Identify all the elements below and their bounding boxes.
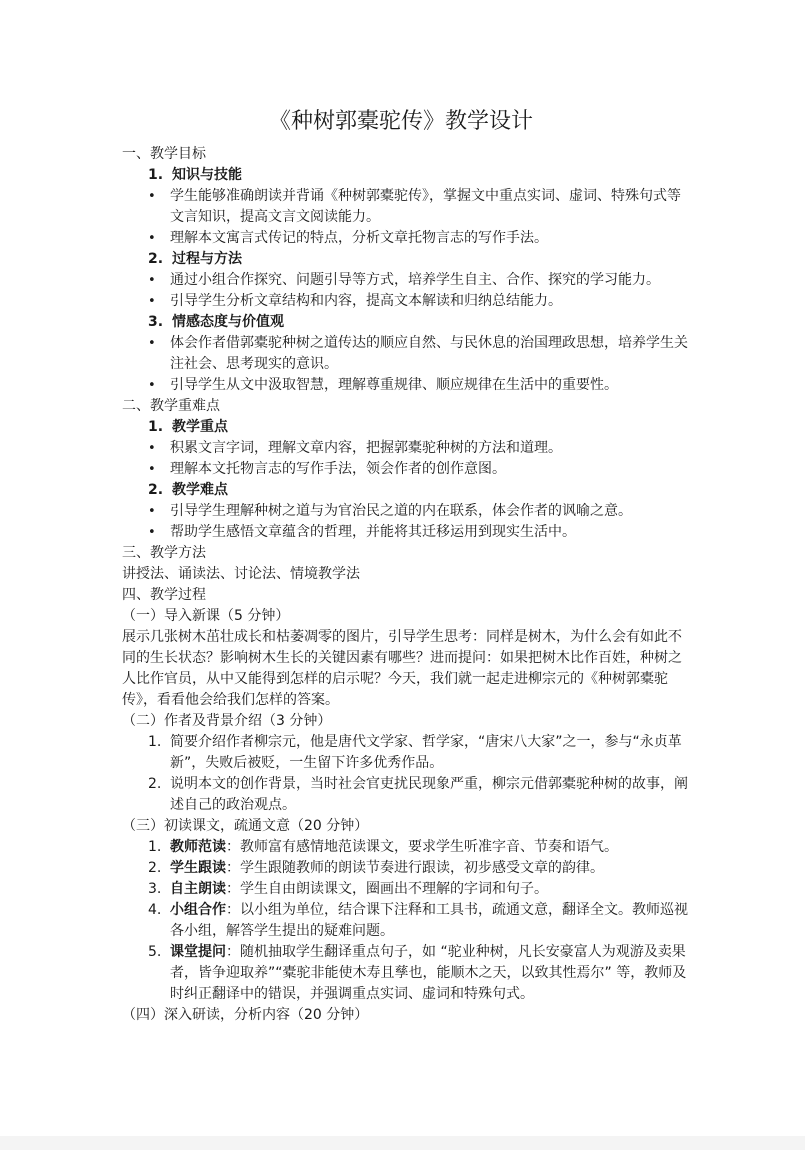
step-heading: （一）导入新课（5 分钟） (122, 608, 290, 624)
bullet-item: • 理解本文寓言式传记的特点，分析文章托物言志的写作手法。 (122, 228, 688, 249)
section-heading: 三、教学方法 (122, 545, 206, 561)
subsection-heading: 2. 教学难点 (148, 482, 228, 498)
list-item: 1. 教师范读：教师富有感情地范读课文，要求学生听准字音、节奏和语气。 (148, 839, 618, 855)
bullet-item: • 学生能够准确朗读并背诵《种树郭橐驼传》，掌握文中重点实词、虚词、特殊句式等文言知识，提高文言文阅读能力。 (122, 186, 688, 228)
bullet-item: • 引导学生理解种树之道与为官治民之道的内在联系，体会作者的讽喻之意。 (122, 501, 688, 522)
subsection-heading: 1. 知识与技能 (148, 167, 242, 183)
step-heading: （三）初读课文，疏通文意（20 分钟） (122, 818, 369, 834)
bullet-item: • 引导学生分析文章结构和内容，提高文本解读和归纳总结能力。 (122, 291, 688, 312)
step-heading: （二）作者及背景介绍（3 分钟） (122, 713, 332, 729)
list-item: 3. 自主朗读：学生自由朗读课文，圈画出不理解的字词和句子。 (148, 881, 548, 897)
bullet-item: • 理解本文托物言志的写作手法，领会作者的创作意图。 (122, 459, 688, 480)
list-item: 4. 小组合作：以小组为单位，结合课下注释和工具书，疏通文意，翻译全文。教师巡视各小组，解答学生提出的疑难问题。 (148, 902, 688, 939)
paragraph: 讲授法、诵读法、讨论法、情境教学法 (122, 566, 360, 582)
bullet-item: • 体会作者借郭橐驼种树之道传达的顺应自然、与民休息的治国理政思想，培养学生关注社会、思考现实的意识。 (122, 333, 688, 375)
list-item: 5. 课堂提问：随机抽取学生翻译重点句子，如 “驼业种树，凡长安豪富人为观游及卖果者，皆争迎取养”“橐驼非能使木寿且孳也，能顺木之天，以致其性焉尔” 等，教师及时纠正翻译中的错误，并强调重点实词、虚词和特殊句式。 (148, 944, 687, 1002)
bullet-item: • 帮助学生感悟文章蕴含的哲理，并能将其迁移运用到现实生活中。 (122, 522, 688, 543)
list-item: 2. 学生跟读：学生跟随教师的朗读节奏进行跟读，初步感受文章的韵律。 (148, 860, 604, 876)
bullet-item: • 积累文言字词，理解文章内容，把握郭橐驼种树的方法和道理。 (122, 438, 688, 459)
list-item: 1. 简要介绍作者柳宗元，他是唐代文学家、哲学家，“唐宋八大家”之一，参与“永贞革新”，失败后被贬，一生留下许多优秀作品。 (148, 734, 682, 771)
subsection-heading: 3. 情感态度与价值观 (148, 314, 284, 330)
document-title: 《种树郭橐驼传》教学设计 (268, 109, 533, 134)
document-body (122, 106, 688, 1026)
list-item: 2. 说明本文的创作背景，当时社会官吏扰民现象严重，柳宗元借郭橐驼种树的故事，阐述自己的政治观点。 (148, 776, 688, 813)
paragraph: 展示几张树木茁壮成长和枯萎凋零的图片，引导学生思考：同样是树木，为什么会有如此不同的生长状态？影响树木生长的关键因素有哪些？进而提问：如果把树木比作百姓，种树之人比作官员，从中又能得到怎样的启示呢？今天，我们就一起走进柳宗元的《种树郭橐驼传》，看看他会给我们怎样的答案。 (122, 629, 682, 708)
section-heading: 二、教学重难点 (122, 398, 220, 414)
section-heading: 一、教学目标 (122, 146, 206, 162)
subsection-heading: 1. 教学重点 (148, 419, 228, 435)
step-heading: （四）深入研读，分析内容（20 分钟） (122, 1007, 369, 1023)
subsection-heading: 2. 过程与方法 (148, 251, 242, 267)
section-heading: 四、教学过程 (122, 587, 206, 603)
bullet-item: • 通过小组合作探究、问题引导等方式，培养学生自主、合作、探究的学习能力。 (122, 270, 688, 291)
bullet-item: • 引导学生从文中汲取智慧，理解尊重规律、顺应规律在生活中的重要性。 (122, 375, 688, 396)
